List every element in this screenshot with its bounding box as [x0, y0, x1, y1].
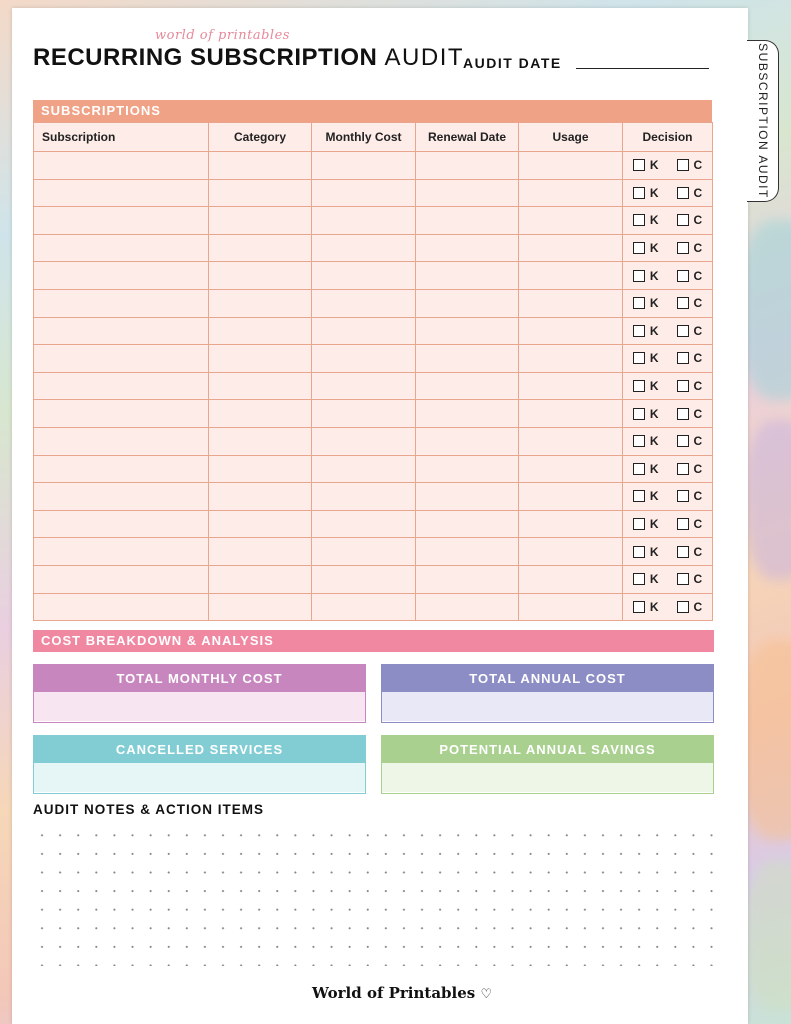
subscription-cell[interactable]	[34, 427, 209, 455]
cancel-label: C	[693, 572, 703, 587]
category-cell[interactable]	[209, 345, 312, 373]
decision-cell	[623, 483, 713, 511]
heart-outline-icon: ♡	[480, 987, 493, 1002]
keep-checkbox[interactable]	[633, 573, 645, 585]
decision-options	[623, 241, 712, 255]
column-header-category: Category	[209, 123, 312, 152]
monthly-cost-cell[interactable]	[312, 427, 416, 455]
cancel-checkbox[interactable]	[677, 490, 689, 502]
decision-cell	[623, 372, 713, 400]
cancel-checkbox[interactable]	[677, 463, 689, 475]
category-cell[interactable]	[209, 152, 312, 180]
renewal-date-cell[interactable]	[416, 262, 519, 290]
usage-cell[interactable]	[519, 262, 623, 290]
category-cell[interactable]	[209, 262, 312, 290]
keep-label: K	[649, 323, 659, 338]
renewal-date-cell[interactable]	[416, 455, 519, 483]
cancel-label: C	[693, 434, 703, 449]
monthly-cost-cell[interactable]	[312, 510, 416, 538]
renewal-date-cell[interactable]	[416, 234, 519, 262]
renewal-date-cell[interactable]	[416, 400, 519, 428]
category-cell[interactable]	[209, 565, 312, 593]
cancel-checkbox[interactable]	[677, 270, 689, 282]
decision-options	[623, 186, 712, 200]
table-row	[34, 483, 713, 511]
table-row	[34, 179, 713, 207]
decision-options	[623, 462, 712, 476]
keep-checkbox[interactable]	[633, 435, 645, 447]
table-header-row	[34, 123, 713, 152]
decision-options	[623, 517, 712, 531]
brand-script-logo: world of printables	[155, 28, 290, 43]
audit-date-label: AUDIT DATE	[463, 55, 562, 71]
monthly-cost-cell[interactable]	[312, 289, 416, 317]
decision-options	[623, 296, 712, 310]
keep-label: K	[649, 489, 659, 504]
subscription-cell[interactable]	[34, 262, 209, 290]
decision-cell	[623, 317, 713, 345]
cancel-checkbox[interactable]	[677, 352, 689, 364]
keep-label: K	[649, 461, 659, 476]
decision-cell	[623, 207, 713, 235]
monthly-cost-cell[interactable]	[312, 593, 416, 621]
subscription-cell[interactable]	[34, 593, 209, 621]
usage-cell[interactable]	[519, 427, 623, 455]
subscription-cell[interactable]	[34, 234, 209, 262]
column-header-usage: Usage	[519, 123, 623, 152]
keep-label: K	[649, 241, 659, 256]
decision-cell	[623, 345, 713, 373]
decision-cell	[623, 152, 713, 180]
usage-cell[interactable]	[519, 400, 623, 428]
table-row	[34, 152, 713, 180]
potential-annual-savings-field[interactable]	[382, 763, 713, 792]
renewal-date-cell[interactable]	[416, 427, 519, 455]
keep-checkbox[interactable]	[633, 518, 645, 530]
usage-cell[interactable]	[519, 345, 623, 373]
usage-cell[interactable]	[519, 179, 623, 207]
monthly-cost-cell[interactable]	[312, 455, 416, 483]
cancel-label: C	[693, 544, 703, 559]
decision-cell	[623, 179, 713, 207]
keep-label: K	[649, 406, 659, 421]
decision-options	[623, 158, 712, 172]
footer-logo	[312, 984, 492, 1002]
keep-label: K	[649, 296, 659, 311]
monthly-cost-cell[interactable]	[312, 483, 416, 511]
category-cell[interactable]	[209, 400, 312, 428]
cancel-checkbox[interactable]	[677, 297, 689, 309]
cancel-checkbox[interactable]	[677, 601, 689, 613]
decision-cell	[623, 455, 713, 483]
cancel-label: C	[693, 158, 703, 173]
cancel-checkbox[interactable]	[677, 325, 689, 337]
usage-cell[interactable]	[519, 565, 623, 593]
cancel-label: C	[693, 213, 703, 228]
decision-cell	[623, 234, 713, 262]
decision-options	[623, 379, 712, 393]
cancel-checkbox[interactable]	[677, 408, 689, 420]
renewal-date-cell[interactable]	[416, 207, 519, 235]
cancel-label: C	[693, 268, 703, 283]
column-header-renewal-date: Renewal Date	[416, 123, 519, 152]
usage-cell[interactable]	[519, 207, 623, 235]
renewal-date-cell[interactable]	[416, 179, 519, 207]
table-row	[34, 372, 713, 400]
decision-cell	[623, 538, 713, 566]
subscription-cell[interactable]	[34, 152, 209, 180]
renewal-date-cell[interactable]	[416, 317, 519, 345]
monthly-cost-cell[interactable]	[312, 234, 416, 262]
total-monthly-cost-field[interactable]	[34, 692, 365, 721]
decision-options	[623, 213, 712, 227]
decision-cell	[623, 510, 713, 538]
keep-checkbox[interactable]	[633, 546, 645, 558]
keep-label: K	[649, 517, 659, 532]
monthly-cost-cell[interactable]	[312, 372, 416, 400]
renewal-date-cell[interactable]	[416, 510, 519, 538]
cancel-label: C	[693, 461, 703, 476]
cancel-checkbox[interactable]	[677, 573, 689, 585]
renewal-date-cell[interactable]	[416, 372, 519, 400]
keep-checkbox[interactable]	[633, 270, 645, 282]
column-header-monthly-cost: Monthly Cost	[312, 123, 416, 152]
monthly-cost-cell[interactable]	[312, 565, 416, 593]
category-cell[interactable]	[209, 483, 312, 511]
monthly-cost-cell[interactable]	[312, 400, 416, 428]
keep-label: K	[649, 351, 659, 366]
decision-cell	[623, 262, 713, 290]
category-cell[interactable]	[209, 289, 312, 317]
usage-cell[interactable]	[519, 510, 623, 538]
potential-annual-savings-box	[381, 735, 714, 794]
subscription-cell[interactable]	[34, 483, 209, 511]
decision-options	[623, 434, 712, 448]
usage-cell[interactable]	[519, 372, 623, 400]
cancel-label: C	[693, 185, 703, 200]
keep-checkbox[interactable]	[633, 159, 645, 171]
notes-title: AUDIT NOTES & ACTION ITEMS	[33, 802, 264, 817]
side-tab-label: SUBSCRIPTION AUDIT	[755, 43, 770, 199]
subscription-cell[interactable]	[34, 455, 209, 483]
category-cell[interactable]	[209, 538, 312, 566]
table-row	[34, 317, 713, 345]
audit-date-field[interactable]	[576, 68, 709, 69]
keep-label: K	[649, 185, 659, 200]
category-cell[interactable]	[209, 593, 312, 621]
category-cell[interactable]	[209, 427, 312, 455]
keep-checkbox[interactable]	[633, 490, 645, 502]
title-light: AUDIT	[384, 44, 465, 71]
keep-label: K	[649, 379, 659, 394]
cancel-label: C	[693, 517, 703, 532]
subscription-cell[interactable]	[34, 400, 209, 428]
category-cell[interactable]	[209, 372, 312, 400]
cancel-label: C	[693, 489, 703, 504]
category-cell[interactable]	[209, 455, 312, 483]
decision-options	[623, 269, 712, 283]
table-row	[34, 593, 713, 621]
cancelled-services-box	[33, 735, 366, 794]
cancel-checkbox[interactable]	[677, 214, 689, 226]
table-row	[34, 345, 713, 373]
subscriptions-table	[33, 122, 713, 621]
cancel-label: C	[693, 599, 703, 614]
renewal-date-cell[interactable]	[416, 538, 519, 566]
table-row	[34, 234, 713, 262]
keep-checkbox[interactable]	[633, 214, 645, 226]
keep-label: K	[649, 268, 659, 283]
cancel-label: C	[693, 379, 703, 394]
cancel-checkbox[interactable]	[677, 435, 689, 447]
cost-section-header: COST BREAKDOWN & ANALYSIS	[33, 630, 714, 652]
keep-checkbox[interactable]	[633, 408, 645, 420]
monthly-cost-cell[interactable]	[312, 207, 416, 235]
subscription-cell[interactable]	[34, 179, 209, 207]
usage-cell[interactable]	[519, 593, 623, 621]
cancel-checkbox[interactable]	[677, 187, 689, 199]
renewal-date-cell[interactable]	[416, 483, 519, 511]
cancel-checkbox[interactable]	[677, 242, 689, 254]
decision-options	[623, 489, 712, 503]
decision-cell	[623, 427, 713, 455]
decision-options	[623, 572, 712, 586]
usage-cell[interactable]	[519, 152, 623, 180]
table-row	[34, 400, 713, 428]
cancelled-services-field[interactable]	[34, 763, 365, 792]
cancel-checkbox[interactable]	[677, 518, 689, 530]
column-header-decision: Decision	[623, 123, 713, 152]
keep-checkbox[interactable]	[633, 297, 645, 309]
decision-options	[623, 324, 712, 338]
subscription-cell[interactable]	[34, 510, 209, 538]
renewal-date-cell[interactable]	[416, 345, 519, 373]
keep-label: K	[649, 213, 659, 228]
monthly-cost-cell[interactable]	[312, 152, 416, 180]
usage-cell[interactable]	[519, 317, 623, 345]
category-cell[interactable]	[209, 179, 312, 207]
monthly-cost-cell[interactable]	[312, 317, 416, 345]
total-annual-cost-box	[381, 664, 714, 723]
subscription-cell[interactable]	[34, 317, 209, 345]
category-cell[interactable]	[209, 317, 312, 345]
subscriptions-section-header: SUBSCRIPTIONS	[33, 100, 712, 122]
cancel-label: C	[693, 296, 703, 311]
subscription-cell[interactable]	[34, 289, 209, 317]
cancel-label: C	[693, 351, 703, 366]
cancel-checkbox[interactable]	[677, 380, 689, 392]
table-row	[34, 538, 713, 566]
monthly-cost-cell[interactable]	[312, 262, 416, 290]
keep-label: K	[649, 544, 659, 559]
cancel-label: C	[693, 323, 703, 338]
renewal-date-cell[interactable]	[416, 152, 519, 180]
subscription-cell[interactable]	[34, 565, 209, 593]
subscription-cell[interactable]	[34, 345, 209, 373]
total-annual-cost-label: TOTAL ANNUAL COST	[382, 665, 713, 692]
decision-cell	[623, 289, 713, 317]
table-row	[34, 427, 713, 455]
decision-cell	[623, 565, 713, 593]
keep-label: K	[649, 599, 659, 614]
category-cell[interactable]	[209, 207, 312, 235]
footer-brand: World of Printables	[312, 984, 476, 1002]
renewal-date-cell[interactable]	[416, 593, 519, 621]
side-tab[interactable]	[747, 40, 779, 202]
usage-cell[interactable]	[519, 234, 623, 262]
decision-options	[623, 407, 712, 421]
keep-label: K	[649, 572, 659, 587]
potential-annual-savings-label: POTENTIAL ANNUAL SAVINGS	[382, 736, 713, 763]
table-row	[34, 262, 713, 290]
title-bold: RECURRING SUBSCRIPTION	[33, 44, 378, 71]
decision-cell	[623, 593, 713, 621]
monthly-cost-cell[interactable]	[312, 179, 416, 207]
table-row	[34, 510, 713, 538]
table-row	[34, 289, 713, 317]
dot-grid-notes-area[interactable]	[33, 826, 718, 966]
subscription-cell[interactable]	[34, 538, 209, 566]
cancel-checkbox[interactable]	[677, 546, 689, 558]
column-header-subscription: Subscription	[34, 123, 209, 152]
subscription-cell[interactable]	[34, 207, 209, 235]
decision-options	[623, 351, 712, 365]
category-cell[interactable]	[209, 234, 312, 262]
renewal-date-cell[interactable]	[416, 565, 519, 593]
keep-label: K	[649, 434, 659, 449]
usage-cell[interactable]	[519, 289, 623, 317]
usage-cell[interactable]	[519, 455, 623, 483]
total-annual-cost-field[interactable]	[382, 692, 713, 721]
table-row	[34, 565, 713, 593]
total-monthly-cost-label: TOTAL MONTHLY COST	[34, 665, 365, 692]
cancel-checkbox[interactable]	[677, 159, 689, 171]
total-monthly-cost-box	[33, 664, 366, 723]
renewal-date-cell[interactable]	[416, 289, 519, 317]
subscription-cell[interactable]	[34, 372, 209, 400]
monthly-cost-cell[interactable]	[312, 345, 416, 373]
page-title	[33, 44, 464, 72]
cancel-label: C	[693, 241, 703, 256]
monthly-cost-cell[interactable]	[312, 538, 416, 566]
keep-checkbox[interactable]	[633, 242, 645, 254]
keep-checkbox[interactable]	[633, 187, 645, 199]
usage-cell[interactable]	[519, 538, 623, 566]
cancel-label: C	[693, 406, 703, 421]
usage-cell[interactable]	[519, 483, 623, 511]
table-row	[34, 207, 713, 235]
keep-checkbox[interactable]	[633, 380, 645, 392]
keep-checkbox[interactable]	[633, 601, 645, 613]
decision-cell	[623, 400, 713, 428]
keep-label: K	[649, 158, 659, 173]
decision-options	[623, 545, 712, 559]
keep-checkbox[interactable]	[633, 352, 645, 364]
decision-options	[623, 600, 712, 614]
table-row	[34, 455, 713, 483]
category-cell[interactable]	[209, 510, 312, 538]
keep-checkbox[interactable]	[633, 463, 645, 475]
keep-checkbox[interactable]	[633, 325, 645, 337]
cancelled-services-label: CANCELLED SERVICES	[34, 736, 365, 763]
